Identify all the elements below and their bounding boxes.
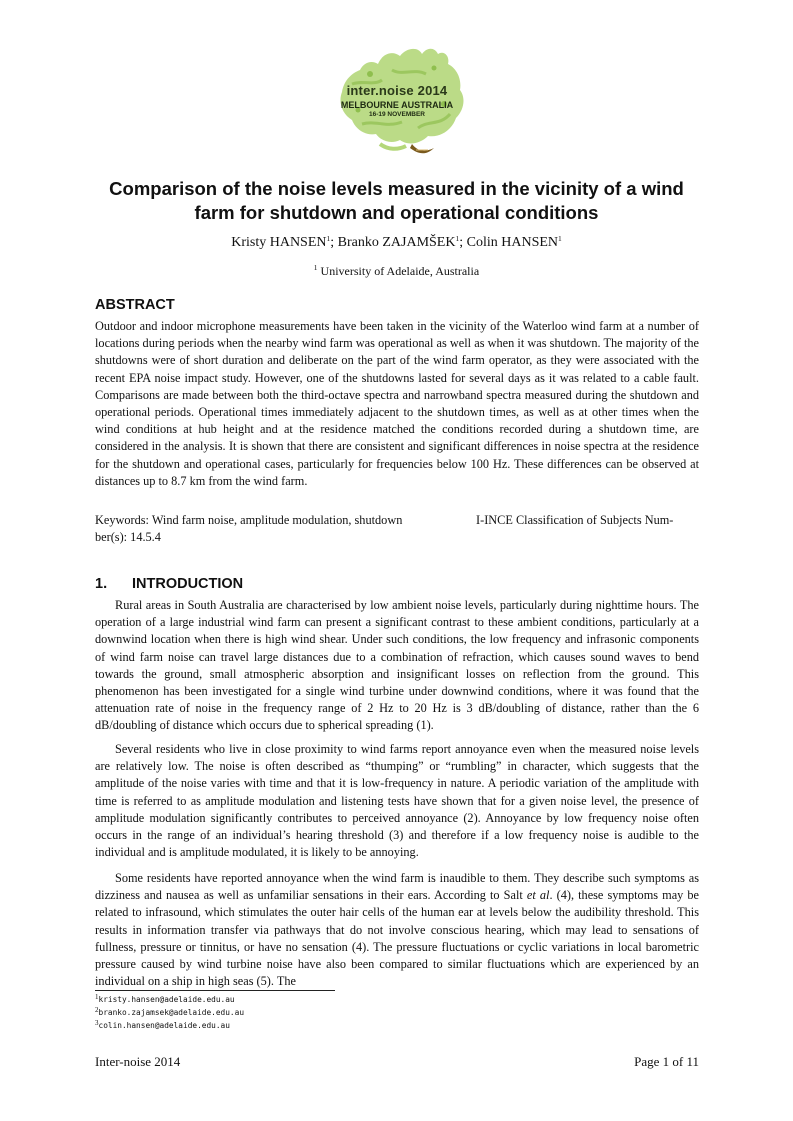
boomerang-icon [410,144,434,153]
footnote-email [95,1020,230,1031]
affiliation [95,263,698,279]
abstract-heading: ABSTRACT [95,297,175,313]
author-name: Kristy HANSEN [231,235,327,250]
author-name: Branko ZAJAMŠEK [337,235,456,250]
footnote-divider [95,990,335,991]
intro-paragraph-3 [95,870,699,990]
intro-paragraph-3-part-a: Some residents have reported annoyance when the wind farm is inaudible to them. They describe such symptoms as dizziness and nausea as well as unfamiliar sensations in their ears. According to Salt [95,871,699,903]
section-title: INTRODUCTION [132,576,244,592]
paper-title: Comparison of the noise levels measured in the vicinity of a wind farm for shutdown and operational conditions [109,178,684,223]
logo-dates: 16-19 NOVEMBER [369,111,425,118]
intro-paragraph-1: Rural areas in South Australia are characterised by low ambient noise levels, particularly during nighttime hours. The operation of a large industrial wind farm can present a significant contrast to these ambient conditions, particularly at a downwind location when there is high wind shear. Under such conditions, the low frequency and infrasonic components of wind farm noise can travel large distances due to a combination of refraction, which causes sound waves to bend towards the ground, small atmospheric absorption and insignificant losses on reflection from the ground. This phenomenon has been investigated for a single wind turbine under downwind conditions, where it was found that the attenuation rate of noise in the frequency range of 2 Hz to 20 Hz is 3 dB/doubling of distance, rather than the 6 dB/doubling of distance which occurs due to spherical spreading (1). [95,598,699,733]
footnote-email-text[interactable]: colin.hansen@adelaide.edu.au [98,1021,230,1030]
abstract-text: Outdoor and indoor microphone measurements have been taken in the vicinity of the Waterloo wind farm at a number of locations during periods when the nearby wind farm was operational as well as when it was shutdown. The majority of the shutdowns were of short duration and deliberate on the part of the wind farm operator, as they were associated with the recent EPA noise impact study. However, one of the shutdowns lasted for several days as it was related to a cable fault. Comparisons are made between both the third-octave spectra and narrowband spectra measured during the shutdown and operational periods. Operational times immediately adjacent to the shutdown times, as well as at other times when the wind conditions at hub height and at the residence matched the conditions recorded during a shutdown time, are considered in the analysis. It is shown that there are consistent and significant differences in noise spectra at the residence for the shutdown and operational cases, particularly for frequencies below 100 Hz. These differences can be observed at distances up to 8.7 km from the wind farm. [95,319,699,488]
intro-paragraph-3-part-b: . (4), these symptoms may be related to infrasound, which stimulates the outer hair cells of the human ear at levels below the audibility threshold. This results in information transfer via pathways that do not involve conscious hearing, which may lead to sensations of fullness, pressure or tinnitus, or have no sensation (4). The pressure fluctuations or cyclic variations in local barometric pressure caused by wind turbine noise have also been compared to similar fluctuations which are experienced by an individual on a ship in high seas (5). The [95,888,700,989]
author-separator: ; [330,235,338,250]
conference-logo [322,40,472,162]
logo-location: MELBOURNE AUSTRALIA [340,100,454,110]
section-heading [95,575,243,593]
footnote-email-text[interactable]: branko.zajamsek@adelaide.edu.au [98,1008,245,1017]
logo-title: inter.noise 2014 [346,83,448,98]
footnote-email [95,994,235,1005]
intro-paragraph-2: Several residents who live in close proximity to wind farms report annoyance even when the measured noise levels are relatively low. The noise is often described as “thumping” or “rumbling” in character, which suggests that the amplitude of the noise varies with time and that it is low-frequency in nature. A periodic variation of the amplitude with time is referred to as amplitude modulation and listening tests have shown that for a given noise level, the presence of amplitude modulation significantly contributes to perceived annoyance (2). Annoyance by low frequency noise often occurs in the range of an individual’s hearing threshold (3) and therefore if a low frequency noise is audible to the individual and is amplitude modulated, it is likely to be annoying. [95,742,699,860]
author-separator: ; [459,235,467,250]
author-affil-mark: 1 [455,234,460,243]
footer-page-number: Page 1 of 11 [634,1054,699,1069]
footnote-mark: 1 [95,993,99,1001]
keywords: Keywords: Wind farm noise, amplitude modulation, shutdown [95,513,403,527]
intro-paragraph-3-emphasis: et al [526,888,550,903]
footer-conference: Inter-noise 2014 [95,1054,181,1069]
classification-number: ber(s): 14.5.4 [95,530,161,544]
author-name: Colin HANSEN [466,235,559,250]
footnote-email-text[interactable]: kristy.hansen@adelaide.edu.au [98,995,235,1004]
classification-label: I-INCE Classification of Subjects Num- [476,513,674,527]
author-affil-mark: 1 [558,234,562,243]
footnote-mark: 2 [95,1006,99,1014]
footnote-mark: 3 [95,1019,99,1027]
affiliation-mark: 1 [313,263,318,272]
footnote-email [95,1007,244,1018]
section-number: 1. [95,576,108,592]
author-affil-mark: 1 [326,234,331,243]
author-list [95,234,698,252]
affiliation-text: University of Adelaide, Australia [317,264,480,278]
